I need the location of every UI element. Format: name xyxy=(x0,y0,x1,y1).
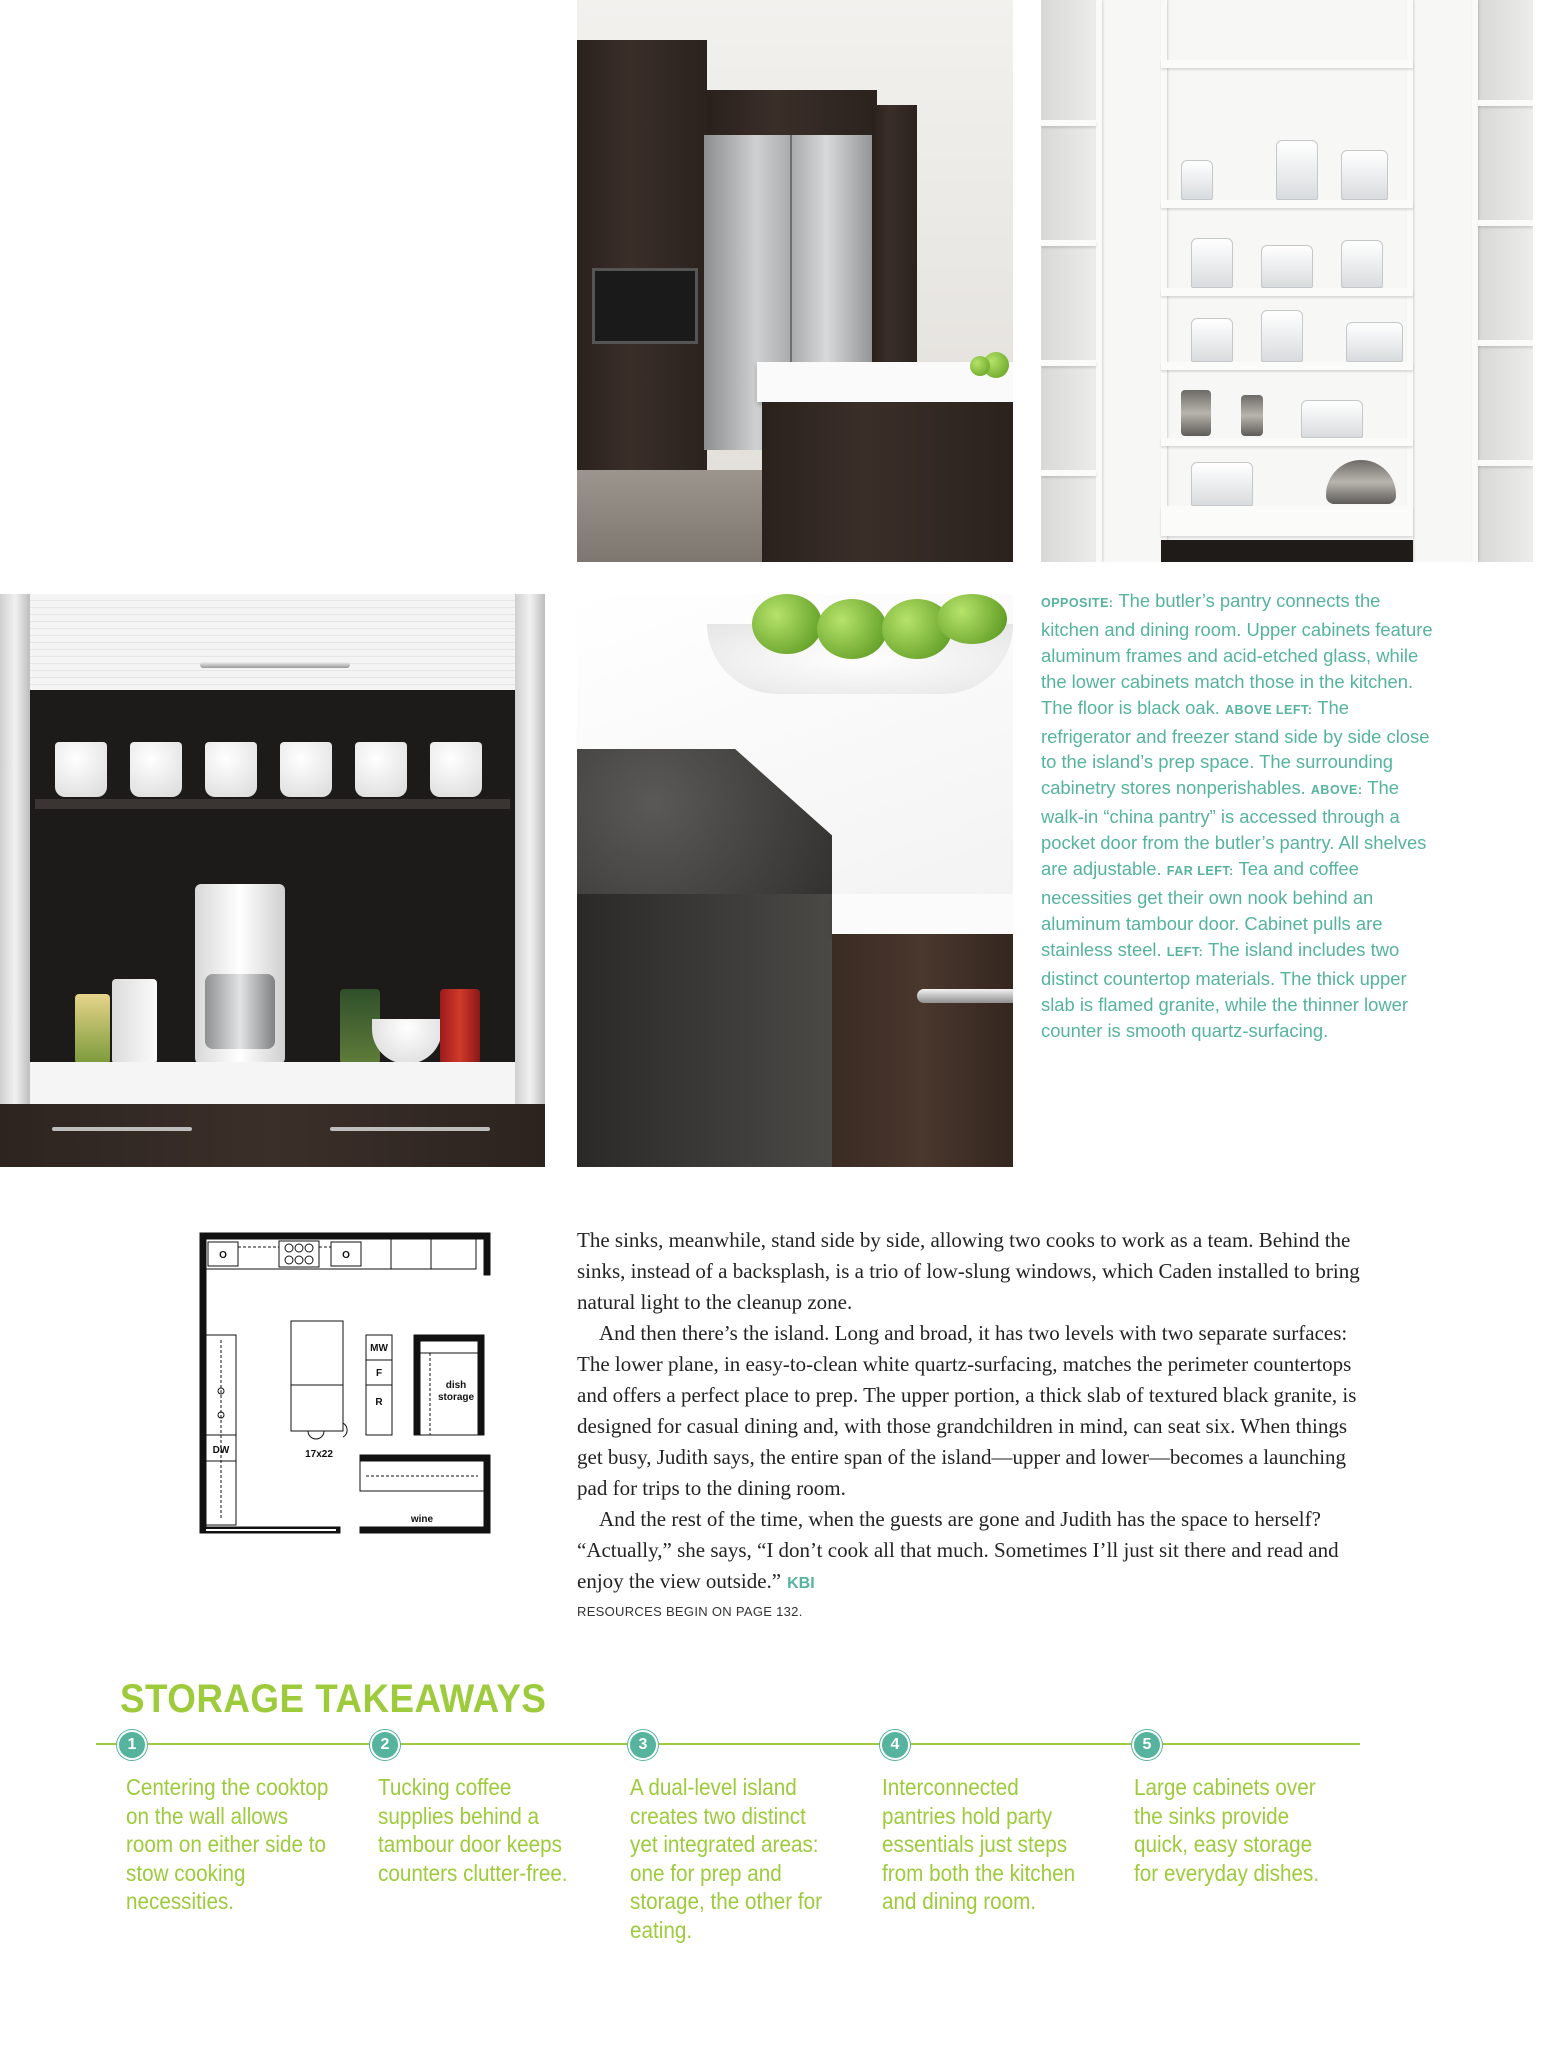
plan-stool xyxy=(343,1423,347,1437)
body-paragraph: The sinks, meanwhile, stand side by side, allowing two cooks to work as a team. Behind the sinks, instead of a backsplash, is a trio of low-slung windows, which Caden installed to bring natural light to the cleanup zone. xyxy=(577,1228,1360,1314)
plan-wall-bottom-right xyxy=(360,1527,490,1533)
plan-label-dish: dish xyxy=(445,1380,467,1391)
plan-wall-wine xyxy=(360,1455,490,1461)
plan-wall-right-upper xyxy=(484,1233,490,1275)
photo-caption xyxy=(1041,588,1441,1043)
tambour-door xyxy=(30,594,515,690)
mug xyxy=(55,742,107,797)
pantry-right-wall xyxy=(1478,0,1533,562)
tambour-pull xyxy=(200,662,350,668)
plan-burner xyxy=(305,1256,313,1264)
glassware xyxy=(1346,322,1403,362)
takeaway-text: Interconnected pantries hold party essentials just steps from both the kitchen and dining room. xyxy=(882,1774,1076,1914)
resources-note: RESOURCES BEGIN ON PAGE 132. xyxy=(577,1604,803,1619)
shelf xyxy=(1478,100,1533,106)
takeaway-number: 2 xyxy=(370,1730,400,1760)
plan-top-counter xyxy=(206,1239,476,1269)
lower-drawers xyxy=(0,1104,545,1167)
glassware xyxy=(1276,140,1318,200)
shelf xyxy=(1041,240,1096,246)
plan-wall-left xyxy=(200,1233,206,1533)
shelf-upright xyxy=(1472,0,1478,562)
shelf xyxy=(1041,470,1096,476)
quartz-counter xyxy=(832,894,1013,934)
plan-wall-right-lower xyxy=(484,1455,490,1533)
mug xyxy=(355,742,407,797)
body-paragraph-text: And the rest of the time, when the guests are gone and Judith has the space to herself? “Actually,” she says, “I don’t cook all that much. Sometimes I’ll just sit there and read and enjoy the view outside.” xyxy=(577,1507,1339,1593)
body-paragraph-last xyxy=(577,1504,1377,1599)
shelf xyxy=(1041,360,1096,366)
shelf xyxy=(1161,200,1413,208)
takeaways-rule xyxy=(96,1743,1360,1745)
takeaway-text: Large cabinets over the sinks provide quick, easy storage for everyday dishes. xyxy=(1134,1774,1320,1886)
caption-label-far-left: FAR LEFT: xyxy=(1166,864,1234,879)
article-body xyxy=(577,1225,1377,1599)
takeaway-number: 5 xyxy=(1132,1730,1162,1760)
plan-island-upper xyxy=(291,1321,343,1431)
green-apple xyxy=(817,599,887,659)
plan-label-oven-right: O xyxy=(342,1250,350,1261)
glassware xyxy=(1191,238,1233,288)
plan-label-dimensions: 17x22 xyxy=(305,1449,333,1460)
grinder xyxy=(112,979,157,1064)
caption-text: The refrigerator and freezer stand side by side close to the island’s prep space. The surrounding cabinetry stores nonperishables. xyxy=(1041,696,1430,799)
shelf xyxy=(1161,288,1413,296)
mug xyxy=(130,742,182,797)
plan-burner xyxy=(285,1244,293,1252)
caption-label-above: ABOVE: xyxy=(1310,783,1363,798)
drawer-pull xyxy=(330,1127,490,1131)
pantry-floor xyxy=(1161,540,1413,562)
plan-wall-dish xyxy=(414,1335,484,1341)
plan-cooktop xyxy=(279,1241,319,1267)
shelf xyxy=(1161,438,1413,446)
plan-wall-dish-left xyxy=(414,1335,420,1435)
takeaway-number: 3 xyxy=(628,1730,658,1760)
plan-label-storage: storage xyxy=(437,1392,475,1403)
plan-burner xyxy=(285,1256,293,1264)
tea-tin xyxy=(75,994,110,1064)
shelf xyxy=(1161,362,1413,370)
shelf xyxy=(1478,460,1533,466)
upper-cabinet-over-fridge xyxy=(707,90,877,135)
island-cabinet xyxy=(832,934,1013,1167)
takeaway-number: 1 xyxy=(117,1730,147,1760)
shelf xyxy=(1041,120,1096,126)
glassware xyxy=(1261,310,1303,362)
plan-burner xyxy=(295,1256,303,1264)
caption-text: Tea and coffee necessities get their own nook behind an aluminum tambour door. Cabinet pulls are stainless steel. xyxy=(1041,858,1383,960)
plan-stool xyxy=(308,1431,324,1439)
drawer-pull xyxy=(52,1127,192,1131)
granite-slab-edge xyxy=(577,894,832,1167)
shelf xyxy=(1161,60,1413,68)
caption-label-above-left: ABOVE LEFT: xyxy=(1225,702,1313,717)
takeaway-text: A dual-level island creates two distinct yet integrated areas: one for prep and storage, the other for eating. xyxy=(630,1774,822,1943)
pantry-left-wall xyxy=(1041,0,1096,562)
shelf-upright xyxy=(1096,0,1102,562)
glassware xyxy=(1341,150,1388,200)
caption-label-left: LEFT: xyxy=(1166,944,1204,959)
shelf xyxy=(1161,506,1413,536)
mug-shelf xyxy=(35,799,510,809)
shelf xyxy=(1478,340,1533,346)
plan-burner xyxy=(305,1244,313,1252)
nook-frame-right xyxy=(515,594,545,1104)
nook-frame-left xyxy=(0,594,30,1104)
plan-label-r: R xyxy=(375,1397,383,1408)
glassware xyxy=(1261,245,1313,288)
caption-text: The butler’s pantry connects the kitchen and dining room. Upper cabinets feature aluminum frames and acid-etched glass, while the lower cabinets match those in the kitchen. The floor is black oak. xyxy=(1041,590,1433,718)
plan-burner xyxy=(295,1244,303,1252)
shelf-upright xyxy=(1161,0,1167,562)
glassware xyxy=(1191,318,1233,362)
plan-island-lower xyxy=(291,1385,343,1431)
mug xyxy=(205,742,257,797)
sugar-bowl xyxy=(372,1019,442,1064)
glass-bowls xyxy=(1301,400,1363,438)
plan-wall-top xyxy=(200,1233,490,1239)
glassware xyxy=(1181,160,1213,200)
glassware xyxy=(1341,240,1383,288)
china-pantry-photo xyxy=(1041,0,1533,562)
takeaways-title: STORAGE TAKEAWAYS xyxy=(120,1677,547,1721)
plan-label-mw: MW xyxy=(370,1343,388,1354)
plan-label-wine: wine xyxy=(410,1514,434,1525)
kitchen-fridge-photo xyxy=(577,0,1013,562)
takeaway-text: Tucking coffee supplies behind a tambour door keeps counters clutter-free. xyxy=(378,1774,568,1886)
mug xyxy=(280,742,332,797)
signoff-kbi: KBI xyxy=(787,1575,815,1592)
plan-label-f: F xyxy=(375,1368,383,1379)
plan-label-dw: DW xyxy=(212,1445,230,1456)
green-apple xyxy=(937,594,1007,644)
coffee-nook-photo xyxy=(0,594,545,1167)
island-base xyxy=(762,402,1013,562)
silver-pitcher xyxy=(1241,395,1263,436)
kitchen-floor-plan xyxy=(196,1225,496,1547)
takeaway-number: 4 xyxy=(880,1730,910,1760)
mug xyxy=(430,742,482,797)
caption-text: The walk-in “china pantry” is accessed through a pocket door from the butler’s pantry. All shelves are adjustable. xyxy=(1041,777,1427,880)
plan-wall-dish-right xyxy=(478,1335,484,1435)
caption-label-opposite: OPPOSITE: xyxy=(1041,596,1114,610)
illy-tin xyxy=(440,989,480,1064)
wall-oven xyxy=(592,268,698,344)
plan-label-oven-left: O xyxy=(219,1250,227,1261)
coffee-carafe xyxy=(205,974,275,1049)
shelf xyxy=(1478,220,1533,226)
granite-island-photo xyxy=(577,594,1013,1167)
apple xyxy=(970,356,990,376)
cabinet-pull xyxy=(917,989,1013,1003)
nook-counter xyxy=(30,1062,515,1104)
takeaway-text: Centering the cooktop on the wall allows room on either side to stow cooking necessities. xyxy=(126,1774,329,1914)
green-apple xyxy=(752,594,822,654)
shelf-upright xyxy=(1407,0,1413,562)
body-paragraph: And then there’s the island. Long and broad, it has two levels with two separate surfaces: The lower plane, in easy-to-clean white quartz-surfacing, matches the perimeter countertops and offers a perfect place to prep. The upper portion, a thick slab of textured black granite, is designed for casual dining and, with those grandchildren in mind, can seat six. When things get busy, Judith says, the entire span of the island—upper and lower—becomes a launching pad for trips to the dining room. xyxy=(577,1321,1357,1500)
cake-stand xyxy=(1191,462,1253,506)
silver-pitcher xyxy=(1181,390,1211,436)
caption-text: The island includes two distinct countertop materials. The thick upper slab is flamed granite, while the thinner lower counter is smooth quartz-surfacing. xyxy=(1041,938,1408,1041)
